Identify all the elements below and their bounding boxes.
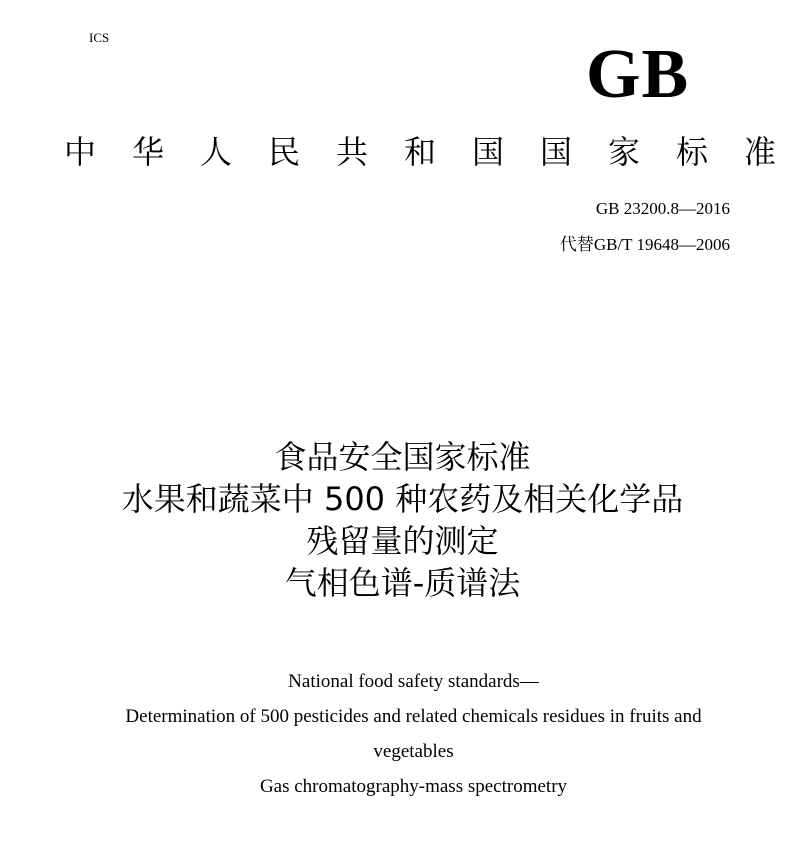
chinese-title-line: 水果和蔬菜中 500 种农药及相关化学品 xyxy=(121,480,684,518)
national-title-char: 国 xyxy=(539,133,572,171)
standard-number: GB 23200.8—2016 xyxy=(595,199,730,218)
national-title-char: 民 xyxy=(267,133,300,171)
chinese-title-line: 残留量的测定 xyxy=(306,522,499,560)
ics-label: ICS xyxy=(89,30,110,45)
national-title-char: 家 xyxy=(607,133,640,171)
english-title-line: National food safety standards— xyxy=(288,671,539,692)
national-title-char: 华 xyxy=(131,133,164,171)
replaced-standard: 代替GB/T 19648—2006 xyxy=(559,235,730,254)
national-title-char: 准 xyxy=(743,133,776,171)
chinese-title xyxy=(0,436,805,604)
national-title-char: 共 xyxy=(335,133,368,171)
national-title-char: 中 xyxy=(63,133,96,171)
english-title-line: Determination of 500 pesticides and related chemicals residues in fruits and xyxy=(125,706,702,727)
national-title-char: 和 xyxy=(403,133,436,171)
national-title-char: 人 xyxy=(199,133,232,171)
chinese-title-line: 气相色谱-质谱法 xyxy=(284,564,521,602)
national-standard-title xyxy=(60,133,780,171)
english-title-line: Gas chromatography-mass spectrometry xyxy=(259,776,568,797)
english-title xyxy=(0,664,805,804)
national-title-char: 国 xyxy=(471,133,504,171)
gb-logo: GB xyxy=(586,36,690,113)
national-title-char: 标 xyxy=(675,133,708,171)
chinese-title-line: 食品安全国家标准 xyxy=(274,438,531,476)
english-title-line: vegetables xyxy=(373,741,454,762)
